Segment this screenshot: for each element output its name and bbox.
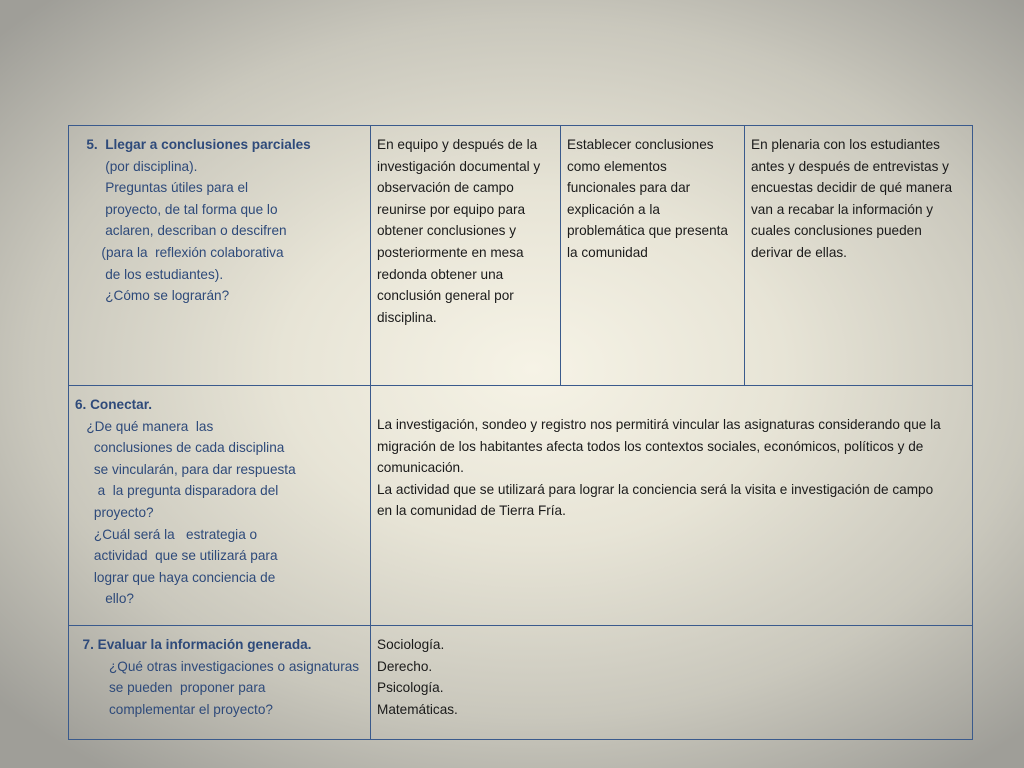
cell-line: derivar de ellas. [751,244,847,260]
cell-line: Establecer conclusiones [567,137,714,152]
cell-line: como elementos [567,158,667,174]
planning-table [68,125,973,740]
step-5-line: de los estudiantes). [75,266,224,282]
step-5-line: Preguntas útiles para el [75,180,249,196]
step-6-line: ello? [75,591,134,607]
cell-line: disciplina. [377,309,437,325]
step-5-line: (por disciplina). [75,158,198,174]
cell-line: funcionales para dar [567,180,691,196]
step-6-line: ¿Cuál será la estrategia o [75,526,258,542]
cell-line: redonda obtener una [377,266,504,282]
cell-line: problemática que presenta [567,223,728,239]
cell-line: explicación a la [567,201,660,217]
cell-line: En equipo y después de la [377,137,538,152]
cell-line: la comunidad [567,244,648,260]
step-6-title: 6. Conectar. [75,397,153,412]
cell-line: migración de los habitantes afecta todos los contextos sociales, económicos, políticos y de [377,438,924,454]
cell-line: en la comunidad de Tierra Fría. [377,503,566,519]
cell-line: comunicación. [377,460,464,476]
table-row-step-7 [69,626,973,740]
cell-line: Sociología. [377,637,445,652]
step-6-line: ¿De qué manera las [75,418,214,434]
cell-line: La investigación, sondeo y registro nos permitirá vincular las asignaturas considerando que la [377,417,941,432]
step-5-plenary-cell [745,126,973,386]
cell-line: reunirse por equipo para [377,201,526,217]
cell-line: conclusión general por [377,288,514,304]
cell-line: Psicología. [377,680,444,696]
step-5-prompt-cell [69,126,371,386]
cell-line: obtener conclusiones y [377,223,517,239]
step-6-prompt-cell [69,386,371,626]
cell-line: Matemáticas. [377,701,458,717]
cell-line: observación de campo [377,180,514,196]
step-6-line: proyecto? [75,504,154,520]
step-7-line: ¿Qué otras investigaciones o asignaturas [75,658,360,674]
step-7-prompt-cell [69,626,371,740]
cell-line: encuestas decidir de qué manera [751,180,953,196]
step-6-line: conclusiones de cada disciplina [75,440,285,456]
step-6-line: a la pregunta disparadora del [75,483,279,499]
cell-line: cuales conclusiones pueden [751,223,922,239]
step-6-line: lograr que haya conciencia de [75,569,276,585]
step-6-line: se vincularán, para dar respuesta [75,461,296,477]
cell-line: En plenaria con los estudiantes [751,137,940,152]
cell-line: van a recabar la información y [751,201,934,217]
table-row-step-6 [69,386,973,626]
step-7-title: 7. Evaluar la información generada. [75,637,312,652]
step-5-line: proyecto, de tal forma que lo [75,201,278,217]
cell-line: antes y después de entrevistas y [751,158,949,174]
cell-line: posteriormente en mesa [377,244,524,260]
step-5-line: ¿Cómo se lograrán? [75,288,230,304]
step-6-answer-cell [371,386,973,626]
step-5-objective-cell [561,126,745,386]
step-6-line: actividad que se utilizará para [75,548,278,564]
step-5-title: 5. Llegar a conclusiones parciales [75,137,311,152]
step-7-answer-cell [371,626,973,740]
cell-line: investigación documental y [377,158,541,174]
table-row-step-5 [69,126,973,386]
step-7-line: se pueden proponer para [75,680,266,696]
step-5-team-cell [371,126,561,386]
cell-line: Derecho. [377,658,433,674]
cell-line: La actividad que se utilizará para lograr la conciencia será la visita e investigación de campo [377,481,934,497]
step-5-line: (para la reflexión colaborativa [75,244,284,260]
step-5-line: aclaren, describan o descifren [75,223,287,239]
step-7-line: complementar el proyecto? [75,701,273,717]
